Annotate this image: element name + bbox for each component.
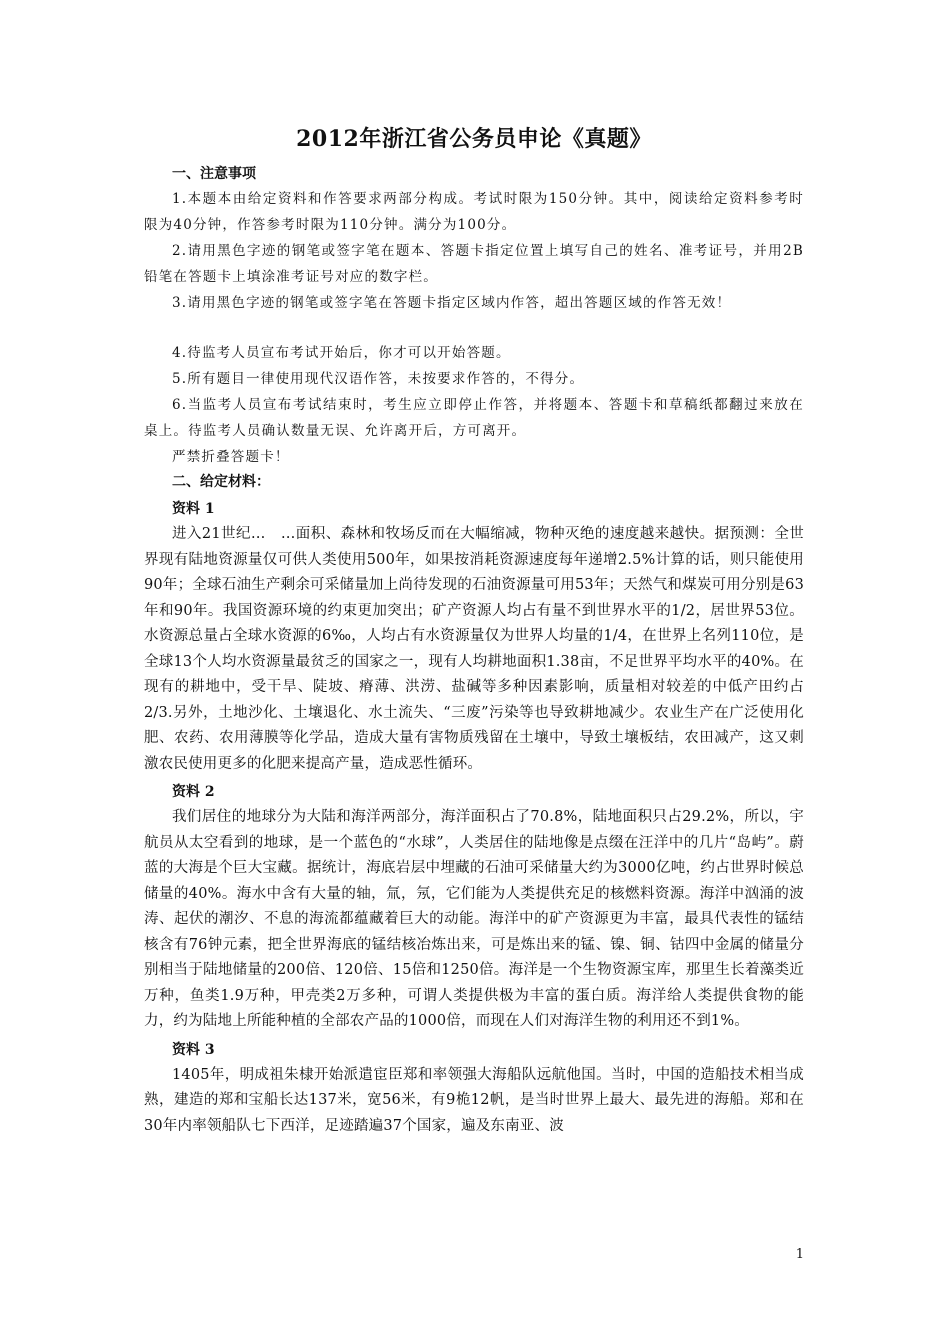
document-title: 2012年浙江省公务员申论《真题》 bbox=[296, 126, 652, 152]
section-heading-notes: 一、注意事项 bbox=[172, 166, 256, 182]
note-warning: 严禁折叠答题卡！ bbox=[172, 449, 290, 465]
section-heading-materials: 二、给定材料： bbox=[172, 474, 270, 490]
page-number: 1 bbox=[795, 1247, 804, 1262]
material-label-1: 资料 1 bbox=[172, 501, 215, 517]
material-label-3: 资料 3 bbox=[172, 1041, 215, 1058]
note-item-3: 3.请用黑色字迹的钢笔或签字笔在答题卡指定区域内作答，超出答题区域的作答无效！ bbox=[172, 295, 732, 311]
note-item-6: 6.当监考人员宣布考试结束时，考生应立即停止作答，并将题本、答题卡和草稿纸都翻过来放在桌上。待监考人员确认数量无误、允许离开后，方可离开。 bbox=[144, 397, 804, 439]
material-text-3: 1405年，明成祖朱棣开始派遣宦臣郑和率领强大海船队远航他国。当时，中国的造船技术相当成熟，建造的郑和宝船长达137米，宽56米，有9桅12帆，是当时世界上最大、最先进的海船。郑和在30年内率领船队七下西洋，足迹踏遍37个国家，遍及东南亚、波 bbox=[144, 1066, 804, 1134]
note-item-1: 1.本题本由给定资料和作答要求两部分构成。考试时限为150分钟。其中，阅读给定资料参考时限为40分钟，作答参考时限为110分钟。满分为100分。 bbox=[144, 191, 804, 233]
note-item-5: 5.所有题目一律使用现代汉语作答，未按要求作答的，不得分。 bbox=[172, 371, 585, 387]
material-text-1: 进入21世纪… …面积、森林和牧场反而在大幅缩减，物种灭绝的速度越来越快。据预测：全世界现有陆地资源量仅可供人类使用500年，如果按消耗资源速度每年递增2.5%计算的话，则只能使用90年；全球石油生产剩余可采储量加上尚待发现的石油资源量可用53年；天然气和煤炭可用分别是63年和90年。我国资源环境的约束更加突出；矿产资源人均占有量不到世界水平的1/2，居世界53位。水资源总量占全球水资源的6‰，人均占有水资源量仅为世界人均量的1/4，在世界上名列110位，是全球13个人均水资源量最贫乏的国家之一，现有人均耕地面积1.38亩，不足世界平均水平的40%。在现有的耕地中，受干旱、陡坡、瘠薄、洪涝、盐碱等多种因素影响，质量相对较差的中低产田约占2/3.另外，土地沙化、土壤退化、水土流失、“三废”污染等也导致耕地减少。农业生产在广泛使用化肥、农药、农用薄膜等化学品，造成大量有害物质残留在土壤中，导致土壤板结，农田减产，这又刺激农民使用更多的化肥来提高产量，造成恶性循环。 bbox=[144, 526, 804, 772]
note-item-4: 4.待监考人员宣布考试开始后，你才可以开始答题。 bbox=[172, 345, 511, 361]
material-label-2: 资料 2 bbox=[172, 784, 215, 800]
material-text-2: 我们居住的地球分为大陆和海洋两部分，海洋面积占了70.8%，陆地面积只占29.2%，所以，宇航员从太空看到的地球，是一个蓝色的“水球”，人类居住的陆地像是点缀在汪洋中的几片“岛屿”。蔚蓝的大海是个巨大宝藏。据统计，海底岩层中埋藏的石油可采储量大约为3000亿吨，约占世界时候总储量的40%。海水中含有大量的轴，氚，氖，它们能为人类提供充足的核燃料资源。海洋中汹涌的波涛、起伏的潮汐、不息的海流都蕴藏着巨大的动能。海洋中的矿产资源更为丰富，最具代表性的锰结核含有76钟元素，把全世界海底的锰结核冶炼出来，可是炼出来的锰、镍、铜、钴四中金属的储量分别相当于陆地储量的200倍、120倍、15倍和1250倍。海洋是一个生物资源宝库，那里生长着藻类近万种，鱼类1.9万种，甲壳类2万多种，可谓人类提供极为丰富的蛋白质。海洋给人类提供食物的能力，约为陆地上所能种植的全部农产品的1000倍，而现在人们对海洋生物的利用还不到1%。 bbox=[144, 809, 804, 1029]
note-item-2: 2.请用黑色字迹的钢笔或签字笔在题本、答题卡指定位置上填写自己的姓名、准考证号，并用2B铅笔在答题卡上填涂准考证号对应的数字栏。 bbox=[144, 243, 804, 285]
document-body bbox=[144, 124, 804, 1139]
